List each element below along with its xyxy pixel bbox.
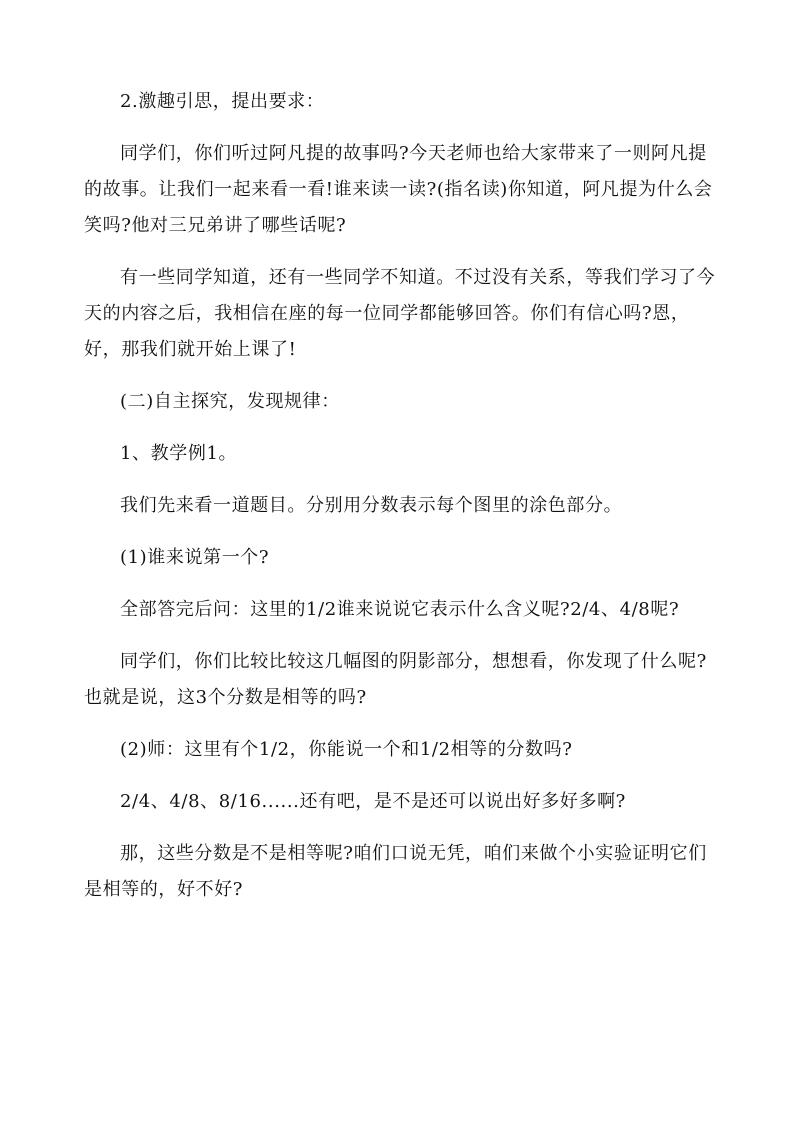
paragraph-heading-2: 2.激趣引思，提出要求： — [120, 91, 325, 112]
paragraph-compare-shading: 同学们，你们比较比较这几幅图的阴影部分，想想看，你发现了什么呢?也就是说，这3个分数是相等的吗? — [84, 651, 707, 708]
paragraph-step-2: (2)师：这里有个1/2，你能说一个和1/2相等的分数吗? — [120, 739, 573, 760]
paragraph-experiment: 那，这些分数是不是相等呢?咱们口说无凭，咱们来做个小实验证明它们是相等的，好不好? — [84, 843, 707, 900]
paragraph-meaning-question: 全部答完后问：这里的1/2谁来说说它表示什么含义呢?2/4、4/8呢? — [120, 599, 680, 620]
paragraph-afanti-intro: 同学们，你们听过阿凡提的故事吗?今天老师也给大家带来了一则阿凡提的故事。让我们一起来看一看!谁来读一读?(指名读)你知道，阿凡提为什么会笑吗?他对三兄弟讲了哪些话呢? — [84, 143, 713, 236]
paragraph-question-intro: 我们先来看一道题目。分别用分数表示每个图里的涂色部分。 — [120, 495, 623, 516]
paragraph-confidence: 有一些同学知道，还有一些同学不知道。不过没有关系，等我们学习了今天的内容之后，我相信在座的每一位同学都能够回答。你们有信心吗?恩，好，那我们就开始上课了! — [84, 267, 716, 360]
document-body — [84, 84, 716, 924]
paragraph-fraction-list: 2/4、4/8、8/16......还有吧，是不是还可以说出好多好多啊? — [120, 791, 626, 812]
paragraph-example-1: 1、教学例1。 — [120, 443, 238, 464]
paragraph-step-1: (1)谁来说第一个? — [120, 547, 270, 568]
paragraph-section-explore: (二)自主探究，发现规律： — [120, 391, 340, 412]
